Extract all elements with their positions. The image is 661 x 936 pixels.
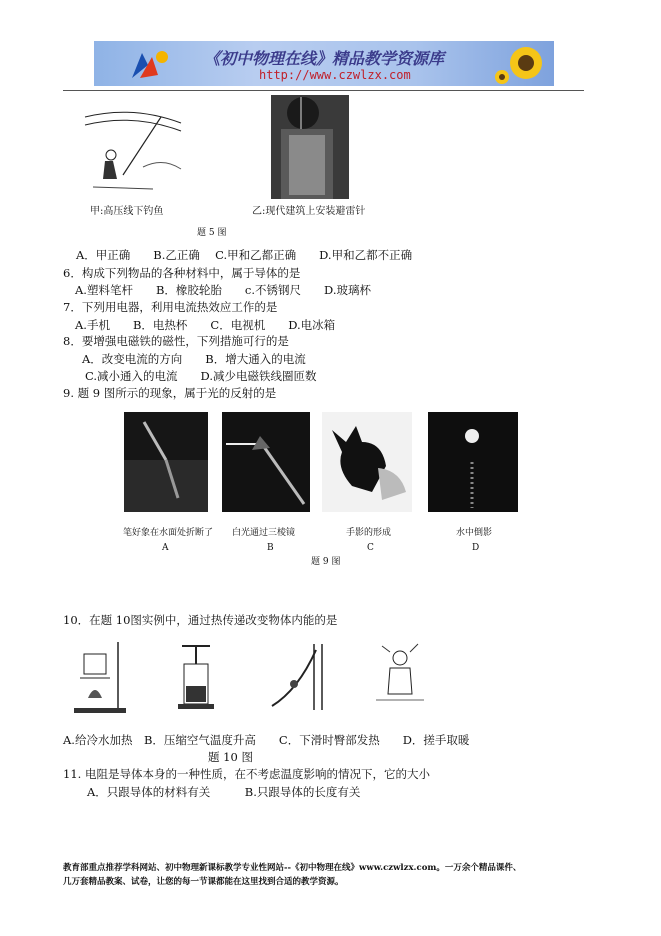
q9-letter-d: D [472,543,480,553]
q11-options: A．只跟导体的材料有关 B.只跟导体的长度有关 [87,785,361,799]
q5-figure-a [82,96,184,206]
banner-title: 《初中物理在线》精品教学资源库 [204,49,445,68]
q6-stem: 6．构成下列物品的各种材料中，属于导体的是 [63,266,301,280]
slide-icon [268,640,336,712]
q10-figure-c [268,640,336,712]
pencil-in-water-icon [124,412,208,512]
water-reflection-icon [428,412,518,512]
site-logo-icon [112,45,182,83]
q9-letter-b: B [267,543,274,553]
footer-line-2: 几万套精品教案、试卷，让您的每一节课都能在这里找到合适的教学资源。 [63,877,344,887]
q9-caption-b: 白光通过三棱镜 [232,528,296,538]
lightning-rod-building-icon [271,95,349,199]
hand-shadow-icon [322,412,412,512]
q10-figure-b [174,638,218,714]
prism-light-icon [222,412,310,512]
q7-options: A.手机 B．电热杯 C．电视机 D.电冰箱 [75,318,336,332]
q5-caption-b: 乙:现代建筑上安装避雷针 [252,206,366,217]
q10-figure-a [70,638,128,714]
footer-line-1: 教育部重点推荐学科网站、初中物理新课标教学专业性网站--《初中物理在线》www.czwlzx.com。一万余个精品课件、 [63,863,522,873]
q8-options-ab: A．改变电流的方向 B．增大通入的电流 [82,352,306,366]
q9-photo-c [322,412,412,512]
q10-figure-d [372,634,428,708]
q9-letter-a: A [162,543,169,553]
q6-options: A.塑料笔杆 B．橡胶轮胎 c.不锈钢尺 D.玻璃杯 [75,283,371,297]
q10-stem: 10．在题 10图实例中，通过热传递改变物体内能的是 [63,613,338,627]
q9-caption-c: 手影的形成 [346,528,392,538]
q10-options: A.给冷水加热 B．压缩空气温度升高 C．下滑时臀部发热 D．搓手取暖 [63,733,470,747]
q9-photo-b [222,412,310,512]
q9-figure-label: 题 9 图 [311,557,341,567]
q9-caption-a: 笔好象在水面处折断了 [123,528,214,538]
q11-stem: 11. 电阻是导体本身的一种性质，在不考虑温度影响的情况下，它的大小 [63,767,430,781]
q9-photo-d [428,412,518,512]
header-banner [94,41,554,86]
fishing-under-powerline-icon [83,97,183,205]
q5-figure-b [270,94,350,200]
heating-water-icon [70,638,128,714]
q8-stem: 8．要增强电磁铁的磁性，下列措施可行的是 [63,334,289,348]
q5-figure-label: 题 5 图 [197,228,227,238]
banner-url[interactable]: http://www.czwlzx.com [259,68,411,82]
q5-caption-a: 甲:高压线下钓鱼 [90,206,164,217]
q9-letter-c: C [367,543,374,553]
q9-stem: 9. 题 9 图所示的现象，属于光的反射的是 [63,386,277,400]
rubbing-hands-icon [372,634,428,708]
q5-options: A．甲正确 B.乙正确 C.甲和乙都正确 D.甲和乙都不正确 [76,248,413,262]
header-divider [63,90,584,91]
q9-caption-d: 水中倒影 [456,528,493,538]
q7-stem: 7．下列用电器，利用电流热效应工作的是 [63,300,278,314]
q9-photo-a [124,412,208,512]
q10-figure-label: 题 10 图 [208,750,253,764]
q8-options-cd: C.减小通入的电流 D.减少电磁铁线圈匝数 [85,369,317,383]
sunflower-icon [494,41,554,86]
air-compression-pump-icon [174,638,218,714]
